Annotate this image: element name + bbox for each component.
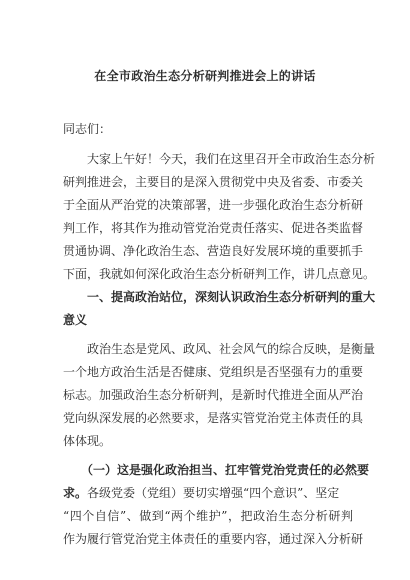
section-heading: 一、提高政治站位，深刻认识政治生态分析研判的重大: [63, 290, 376, 304]
document-title: 在全市政治生态分析研判推进会上的讲话: [94, 69, 316, 83]
para1-line: 研判推进会，主要目的是深入贯彻党中央及省委、市委关: [63, 175, 364, 189]
para1-line: 下面，我就如何深化政治生态分析研判工作，讲几点意见。: [63, 267, 376, 281]
para1-line: 判工作，将其作为推动管党治党责任落实、促进各类监督: [63, 221, 364, 235]
salutation: 同志们：: [63, 122, 112, 136]
para2-line: 标志。加强政治生态分析研判，是新时代推进全面从严治: [63, 388, 364, 402]
para1-line: 大家上午好！今天，我们在这里召开全市政治生态分析: [63, 152, 376, 166]
para1-line: 于全面从严治党的决策部署，进一步强化政治生态分析研: [63, 198, 364, 212]
subsection-heading-end: 求。: [63, 486, 88, 500]
para2-line: 政治生态是党风、政风、社会风气的综合反映，是衡量: [63, 342, 376, 356]
section-heading: 意义: [63, 313, 88, 327]
para3-line: [63, 485, 353, 501]
para3-text: 各级党委（党组）要切实增强“四个意识”、坚定: [87, 486, 340, 500]
para3-line: “四个自信”、做到“两个维护”，把政治生态分析研判: [63, 509, 353, 523]
para2-line: 一个地方政治生活是否健康、党组织是否坚强有力的重要: [63, 365, 364, 379]
para3-line: 作为履行管党治党主体责任的重要内容，通过深入分析研: [63, 532, 364, 546]
subsection-heading: （一）这是强化政治担当、扛牢管党治党责任的必然要: [63, 463, 370, 477]
para2-line: 体体现。: [63, 434, 112, 448]
para2-line: 党向纵深发展的必然要求，是落实管党治党主体责任的具: [63, 411, 364, 425]
para1-line: 贯通协调、净化政治生态、营造良好发展环境的重要抓手: [63, 244, 364, 258]
